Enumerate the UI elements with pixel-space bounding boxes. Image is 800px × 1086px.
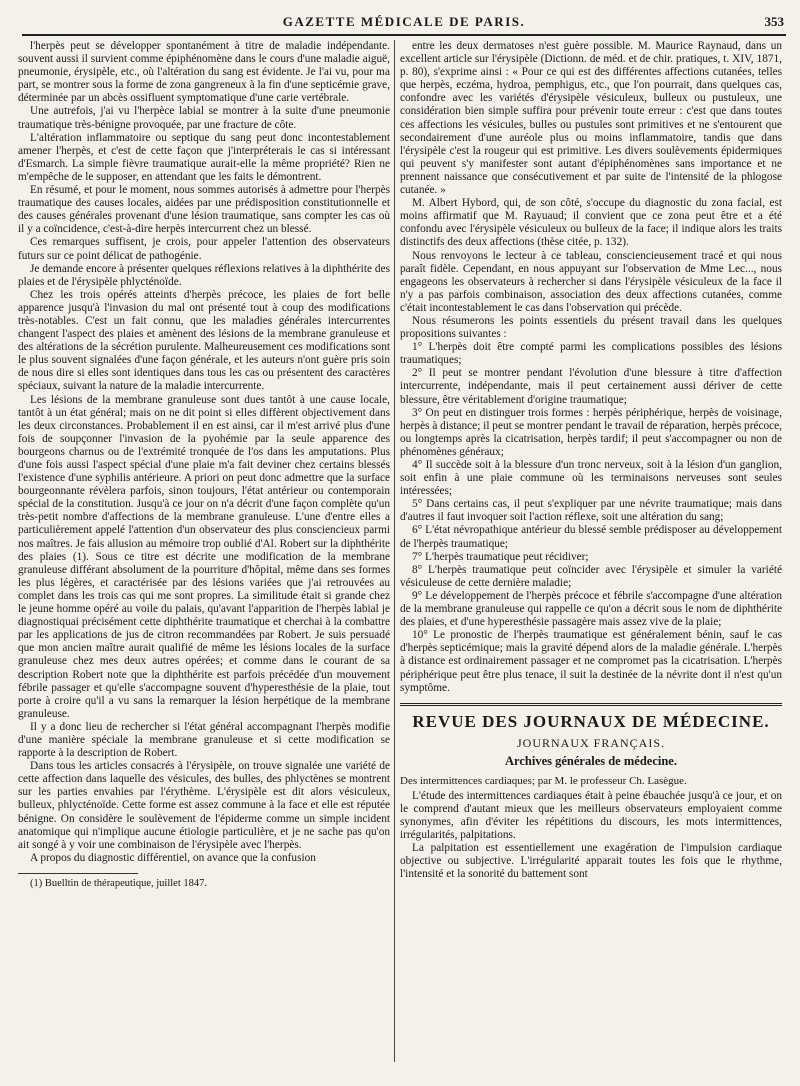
left-column	[18, 40, 390, 1062]
article-title: Des intermittences cardiaques; par M. le professeur Ch. Lasègue.	[400, 774, 687, 787]
section-title: REVUE DES JOURNAUX DE MÉDECINE.	[412, 711, 770, 731]
footnote-rule	[18, 873, 138, 874]
list-item: 10° Le pronostic de l'herpès traumatique est généralement bénin, sauf le cas d'herpès septicémique; mais la gravité dépend alors de la maladie générale. L'herpès à distance est ordinairement passager et ne compromet pas la cicatrisation. L'herpès périphérique peut être plus tenace, il suit la destinée de la névrite dont il n'est qu'un symptôme.	[400, 629, 782, 694]
journal-name: Archives générales de médecine.	[505, 753, 677, 768]
paragraph: La palpitation est essentiellement une exagération de l'impulsion cardiaque objective ou subjective. L'irrégularité apparait toutes les fois que le rhythme, l'intensité et la sonorité du battement sont	[400, 842, 782, 881]
paragraph: Dans tous les articles consacrés à l'érysipèle, on trouve signalée une variété de cette affection dans laquelle des vésicules, des bulles, des phlyctènes se montrent sur les parties envahies par l'érythème. L'érysipèle est dit alors vésiculeux, bulleux, phlycténoïde. Cette forme est assez commune à la face et elle est réputée bénigne. On considère le soulèvement de l'épiderme comme un simple incident anatomique qui n'implique aucune étiologie particulière, et je ne sache pas qu'on ait songé à y voir une combinaison de l'érysipèle avec l'herpès.	[18, 760, 390, 851]
list-item: 7° L'herpès traumatique peut récidiver;	[412, 550, 589, 563]
column-divider	[394, 40, 395, 1062]
list-item: 4° Il succède soit à la blessure d'un tronc nerveux, soit à la lésion d'un ganglion, soit enfin à une plaie commune où les terminaisons nerveuses sont seules intéressées;	[400, 459, 782, 498]
paragraph: Nous résumerons les points essentiels du présent travail dans les quelques propositions suivantes :	[400, 314, 782, 341]
paragraph: Je demande encore à présenter quelques réflexions relatives à la diphthérite des plaies et de l'érysipèle phlycténoïde.	[18, 262, 390, 288]
journal-title: GAZETTE MÉDICALE DE PARIS.	[282, 14, 526, 29]
list-item: 1° L'herpès doit être compté parmi les complications possibles des lésions traumatiques;	[400, 341, 782, 367]
paragraph: l'herpès peut se développer spontanément à titre de maladie indépendante. souvent aussi il survient comme épiphénomène dans le cours d'une maladie aiguë, pneumonie, érysipèle, etc., où l'altération du sang est évidente. Je l'ai vu, pour ma part, se montrer sous la forme de zona gangreneux à la fin d'une septicémie grave, déterminée par un abcès ossifluent symptomatique d'une carie vertébrale.	[18, 40, 390, 105]
paragraph: Une autrefois, j'ai vu l'herpèce labial se montrer à la suite d'une pneumonie traumatique très-bénigne provoquée, par une fracture de côte.	[18, 105, 390, 131]
paragraph: L'étude des intermittences cardiaques était à peine ébauchée jusqu'à ce jour, et on le comprend d'autant mieux que les meilleurs observateurs employaient comme synonymes, afin d'éviter les répétitions du discours, les mots intermittences, irrégularités, palpitations.	[400, 789, 782, 842]
paragraph: Les lésions de la membrane granuleuse sont dues tantôt à une cause locale, tantôt à un état général; mais on ne dit point si elles diffèrent objectivement dans les deux circonstances. Probablement il en est ainsi, car il m'est arrivé plus d'une fois de soupçonner l'invasion de la pyohémie par la seule apparence des bourgeons charnus ou de l'extrémité tronquée de l'os dans les amputations. Plus d'une fois aussi l'aspect spécial d'une plaie m'a fait deviner chez certains blessés l'existence d'une syphilis antérieure. A priori on peut donc admettre que la surface bourgeonnante révèlera parfois, sinon toujours, l'état antérieur ou contemporain spécial de la constitution. Jusqu'à ce jour on n'a décrit d'une façon complète qu'un très-petit nombre d'affections de la membrane granuleuse. L'une d'entre elles a particulièrement appelé l'attention d'un observateur des plus consciencieux parmi nos maîtres. Je fais allusion au mémoire trop oublié d'Al. Robert sur la diphthérite des plaies (1). Sous ce titre est décrite une modification de la membrane granuleuse différant absolument de la pourriture d'hôpital, même dans ses formes les plus légères, et caractérisée par des lésions variées que j'ai retrouvées au complet dans les trois cas qui me sont propres. La similitude était si grande chez le jeune homme opéré au voile du palais, qu'avant l'apparition de l'herpès labial je diagnostiquai précisément cette diphthérite traumatique et cherchai à la combattre par les applications de jus de citron recommandées par Robert. Je suis persuadé que mon ancien maître aurait qualifié de même les lésions locales de la surface granuleuse chez mes deux autres opérées; et comme dans le courant de sa description Robert note que la diphthérite est parfois précédée d'un mouvement fébrile passager et qu'elle s'accompagne souvent d'hyperesthésie de la plaie, tout porte à croire qu'il a vu sans la remarquer la lésion herpétique de la membrane granuleuse.	[18, 393, 390, 720]
page-header	[22, 12, 786, 36]
list-item: 8° L'herpès traumatique peut coïncider avec l'érysipèle et simuler la variété vésiculeuse de cette dernière maladie;	[400, 563, 782, 589]
paragraph: Nous renvoyons le lecteur à ce tableau, consciencieusement tracé et qui nous paraît fidèle. Cependant, en nous appuyant sur l'observation de Mme Lec..., nous engageons les observateurs à rechercher si dans l'érysipèle vésiculeux de la face il n'y a pas parfois combinaison, association des deux affections cutanées, comme c'était incontestablement le cas dans l'observation qui précède.	[400, 249, 782, 314]
list-item: 2° Il peut se montrer pendant l'évolution d'une blessure à titre d'affection intercurrente, indépendante, mais il peut certainement aussi dériver de cette blessure, être véritablement d'origine traumatique;	[400, 367, 782, 406]
paragraph: entre les deux dermatoses n'est guère possible. M. Maurice Raynaud, dans un excellent article sur l'érysipèle (Dictionn. de méd. et de chir. pratiques, t. XIV, 1871, p. 80), s'exprime ainsi : « Pour ce qui est des différentes affections cutanées, telles que herpès, eczéma, hydroa, pemphigus, etc., que l'on pourrait, dans quelques cas, confondre avec les variétés d'érysipèle vésiculeux, bulleux ou pustuleux, une considération bien simple suffira pour prévenir toute erreur : c'est que dans toutes ces affections les vésicules, bulles ou pustules sont primitives et ne s'entourent que secondairement d'une auréole plus ou moins inflammatoire, tandis que dans l'érysipèle c'est la rougeur qui est primitive. Les divers soulèvements épidermiques qui peuvent s'y manifester sont autant d'épiphénomènes sans importance et ne prennent naissance que consécutivement et par suite de l'intensité de la phlogose cutanée. »	[400, 40, 782, 197]
review-section	[400, 703, 782, 882]
paragraph: Chez les trois opérés atteints d'herpès précoce, les plaies de fort belle apparence jusqu'à l'invasion du mal ont présenté tout à coup des modifications très-notables. C'est un fait connu, que les maladies générales intercurrentes changent l'aspect des plaies et amènent des lésions de la membrane granuleuse et des altérations de la sécrétion purulente. Malheureusement ces modifications sont le plus souvent signalées d'une façon générale, et les auteurs n'ont guère pris soin de nous dire si elles sont identiques dans tous les cas ou présentent des caractères spéciaux, suivant la nature de la maladie intercurrente.	[18, 288, 390, 393]
list-item: 9° Le développement de l'herpès précoce et fébrile s'accompagne d'une altération de la membrane granuleuse qui rappelle ce qu'on a décrit sous le nom de diphthérite des plaies, et d'une hyperesthésie passagère mais assez vive de la plaie;	[400, 589, 782, 629]
list-item: 5° Dans certains cas, il peut s'expliquer par une névrite traumatique; mais dans d'autres il faut invoquer soit l'action réflexe, soit une altération du sang;	[400, 498, 782, 524]
paragraph: Ces remarques suffisent, je crois, pour appeler l'attention des observateurs futurs sur ce point délicat de pathogénie.	[18, 236, 390, 262]
footnote: (1) Buelltin de thérapeutique, juillet 1847.	[30, 877, 207, 889]
list-item: 3° On peut en distinguer trois formes : herpès périphérique, herpès de voisinage, herpès à distance; il peut se montrer pendant le travail de réparation, herpès précoce, ou longtemps après la cicatrisation, herpès tardif; il peut s'accompagner ou non de phénomènes généraux;	[400, 406, 782, 458]
paragraph: En résumé, et pour le moment, nous sommes autorisés à admettre pour l'herpès traumatique des causes locales, aidées par une prédisposition constitutionnelle et des causes générales provenant d'une lésion traumatique, sans compter les cas où il y a coïncidence, c'est-à-dire herpès intercurrent chez un blessé.	[18, 184, 390, 236]
paragraph: L'altération inflammatoire ou septique du sang peut donc incontestablement amener l'herpès, et c'est de cette façon que j'interpréterais le cas si intéressant d'Esmarch. La simple fièvre traumatique aurait-elle la même propriété? Rien ne m'empêche de le supposer, en attendant que les faits le démontrent.	[18, 131, 390, 183]
paragraph: A propos du diagnostic différentiel, on avance que la confusion	[30, 851, 316, 864]
page-number: 353	[764, 14, 784, 29]
paragraph: M. Albert Hybord, qui, de son côté, s'occupe du diagnostic du zona facial, est moins affirmatif que M. Rayuaud; il convient que ce zona peut être et a été confondu avec l'érysipèle vésiculeux ou bulleux de la face; il indique alors les traits distinctifs des deux affections (thèse citée, p. 132).	[400, 197, 782, 249]
section-subtitle: JOURNAUX FRANÇAIS.	[516, 735, 666, 750]
paragraph: Il y a donc lieu de rechercher si l'état général accompagnant l'herpès modifie d'une manière spéciale la membrane granuleuse et si cette modification se rapporte à la description de Robert.	[18, 720, 390, 760]
list-item: 6° L'état névropathique antérieur du blessé semble prédisposer au développement de l'herpès traumatique;	[400, 524, 782, 550]
right-column	[400, 40, 782, 1062]
